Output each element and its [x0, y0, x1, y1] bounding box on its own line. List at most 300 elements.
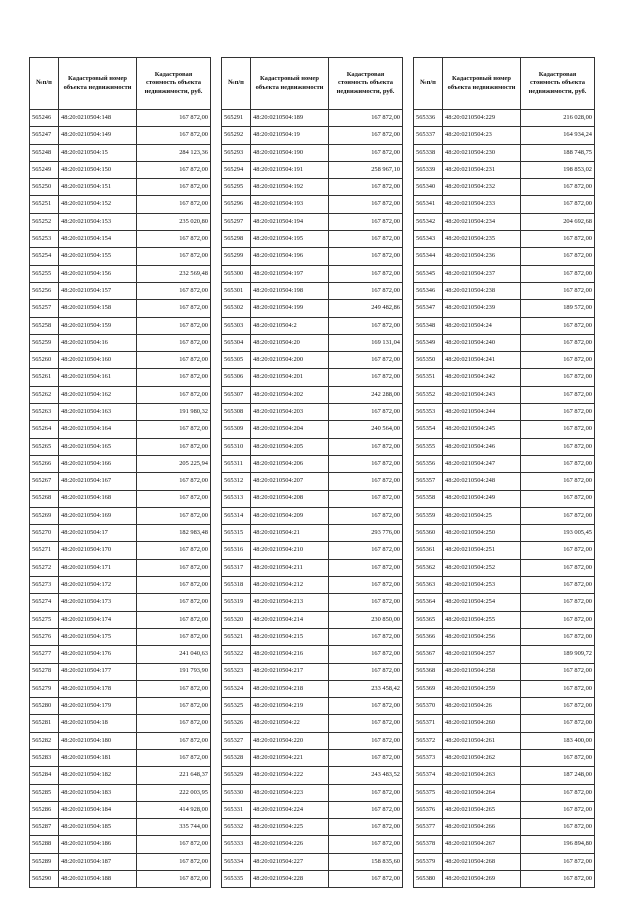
cadastral-value: 167 872,00 — [137, 421, 211, 438]
cadastral-value: 167 872,00 — [329, 196, 403, 213]
cadastral-value: 167 872,00 — [329, 542, 403, 559]
row-number: 565289 — [30, 853, 59, 870]
cadastral-value: 167 872,00 — [137, 438, 211, 455]
row-number: 565285 — [30, 784, 59, 801]
cadastral-number: 48:20:0210504:255 — [443, 611, 521, 628]
cadastral-number: 48:20:0210504:156 — [59, 265, 137, 282]
cadastral-number: 48:20:0210504:166 — [59, 455, 137, 472]
row-number: 565262 — [30, 386, 59, 403]
table-row — [222, 421, 403, 438]
row-number: 565307 — [222, 386, 251, 403]
cadastral-value: 167 872,00 — [521, 473, 595, 490]
cadastral-number: 48:20:0210504:206 — [251, 455, 329, 472]
cadastral-value: 167 872,00 — [521, 248, 595, 265]
row-number: 565274 — [30, 594, 59, 611]
table-row — [222, 317, 403, 334]
row-number: 565341 — [414, 196, 443, 213]
row-number: 565363 — [414, 577, 443, 594]
cadastral-value: 167 872,00 — [329, 663, 403, 680]
table-row — [222, 386, 403, 403]
cadastral-number: 48:20:0210504:239 — [443, 300, 521, 317]
table-row — [414, 386, 595, 403]
table-row — [222, 542, 403, 559]
table-row — [414, 179, 595, 196]
cadastral-value: 167 872,00 — [137, 490, 211, 507]
row-number: 565371 — [414, 715, 443, 732]
cadastral-value: 167 872,00 — [521, 628, 595, 645]
cadastral-number: 48:20:0210504:260 — [443, 715, 521, 732]
table-row — [414, 715, 595, 732]
table-header-row — [222, 58, 403, 110]
cadastral-value: 167 872,00 — [137, 369, 211, 386]
row-number: 565346 — [414, 282, 443, 299]
row-number: 565259 — [30, 334, 59, 351]
cadastral-value: 187 248,00 — [521, 767, 595, 784]
table-row — [222, 784, 403, 801]
cadastral-number: 48:20:0210504:244 — [443, 404, 521, 421]
cadastral-number: 48:20:0210504:236 — [443, 248, 521, 265]
table-row — [30, 196, 211, 213]
cadastral-value: 167 872,00 — [137, 577, 211, 594]
table-row — [222, 369, 403, 386]
cadastral-value: 182 983,48 — [137, 525, 211, 542]
table-row — [30, 161, 211, 178]
cadastral-value: 167 872,00 — [521, 715, 595, 732]
table-row — [222, 455, 403, 472]
table-row — [222, 110, 403, 127]
table-row — [30, 438, 211, 455]
table-row — [30, 110, 211, 127]
header-num: №п/п — [222, 58, 251, 110]
table-row — [222, 628, 403, 645]
cadastral-value: 167 872,00 — [521, 801, 595, 818]
row-number: 565297 — [222, 213, 251, 230]
row-number: 565331 — [222, 801, 251, 818]
cadastral-number: 48:20:0210504:249 — [443, 490, 521, 507]
row-number: 565358 — [414, 490, 443, 507]
cadastral-number: 48:20:0210504:161 — [59, 369, 137, 386]
cadastral-number: 48:20:0210504:219 — [251, 698, 329, 715]
row-number: 565261 — [30, 369, 59, 386]
header-cadastral-value: Кадастровая стоимость объекта недвижимости, руб. — [137, 58, 211, 110]
row-number: 565248 — [30, 144, 59, 161]
table-row — [222, 853, 403, 870]
cadastral-value: 167 872,00 — [137, 231, 211, 248]
table-row — [30, 836, 211, 853]
cadastral-value: 167 872,00 — [137, 507, 211, 524]
cadastral-value: 167 872,00 — [329, 179, 403, 196]
table-row — [414, 161, 595, 178]
cadastral-value: 167 872,00 — [137, 110, 211, 127]
cadastral-number: 48:20:0210504:266 — [443, 819, 521, 836]
row-number: 565303 — [222, 317, 251, 334]
cadastral-number: 48:20:0210504:242 — [443, 369, 521, 386]
cadastral-value: 167 872,00 — [137, 732, 211, 749]
cadastral-number: 48:20:0210504:153 — [59, 213, 137, 230]
cadastral-value: 167 872,00 — [137, 282, 211, 299]
cadastral-number: 48:20:0210504:223 — [251, 784, 329, 801]
cadastral-value: 167 872,00 — [521, 542, 595, 559]
table-row — [414, 144, 595, 161]
cadastral-number: 48:20:0210504:254 — [443, 594, 521, 611]
row-number: 565336 — [414, 110, 443, 127]
table-row — [222, 300, 403, 317]
table-row — [30, 386, 211, 403]
row-number: 565353 — [414, 404, 443, 421]
table-row — [30, 265, 211, 282]
row-number: 565365 — [414, 611, 443, 628]
cadastral-number: 48:20:0210504:216 — [251, 646, 329, 663]
header-cadastral-value: Кадастровая стоимость объекта недвижимости, руб. — [521, 58, 595, 110]
cadastral-value: 167 872,00 — [329, 438, 403, 455]
table-row — [30, 628, 211, 645]
row-number: 565332 — [222, 819, 251, 836]
header-cadastral-number: Кадастровый номер объекта недвижимости — [59, 58, 137, 110]
cadastral-table-3 — [413, 57, 595, 888]
cadastral-number: 48:20:0210504:151 — [59, 179, 137, 196]
table-row — [414, 853, 595, 870]
cadastral-number: 48:20:0210504:193 — [251, 196, 329, 213]
cadastral-value: 167 872,00 — [137, 594, 211, 611]
table-row — [222, 248, 403, 265]
cadastral-value: 167 872,00 — [329, 646, 403, 663]
cadastral-number: 48:20:0210504:173 — [59, 594, 137, 611]
header-num: №п/п — [414, 58, 443, 110]
table-row — [414, 404, 595, 421]
row-number: 565292 — [222, 127, 251, 144]
cadastral-value: 167 872,00 — [521, 421, 595, 438]
cadastral-value: 167 872,00 — [521, 386, 595, 403]
cadastral-value: 167 872,00 — [521, 663, 595, 680]
table-row — [222, 490, 403, 507]
cadastral-value: 167 872,00 — [329, 836, 403, 853]
row-number: 565305 — [222, 352, 251, 369]
cadastral-value: 167 872,00 — [329, 317, 403, 334]
cadastral-value: 167 872,00 — [329, 594, 403, 611]
table-row — [30, 507, 211, 524]
cadastral-value: 167 872,00 — [329, 248, 403, 265]
table-row — [414, 473, 595, 490]
row-number: 565288 — [30, 836, 59, 853]
cadastral-number: 48:20:0210504:22 — [251, 715, 329, 732]
cadastral-value: 167 872,00 — [521, 507, 595, 524]
row-number: 565370 — [414, 698, 443, 715]
row-number: 565279 — [30, 680, 59, 697]
cadastral-value: 167 872,00 — [137, 628, 211, 645]
table-row — [414, 369, 595, 386]
table-row — [30, 819, 211, 836]
row-number: 565373 — [414, 749, 443, 766]
row-number: 565338 — [414, 144, 443, 161]
row-number: 565312 — [222, 473, 251, 490]
cadastral-value: 167 872,00 — [137, 300, 211, 317]
row-number: 565300 — [222, 265, 251, 282]
row-number: 565366 — [414, 628, 443, 645]
table-row — [30, 213, 211, 230]
table-row — [30, 404, 211, 421]
table-row — [30, 455, 211, 472]
table-row — [414, 749, 595, 766]
cadastral-number: 48:20:0210504:160 — [59, 352, 137, 369]
cadastral-value: 167 872,00 — [521, 265, 595, 282]
table-row — [30, 334, 211, 351]
table-row — [414, 127, 595, 144]
cadastral-value: 167 872,00 — [329, 577, 403, 594]
row-number: 565315 — [222, 525, 251, 542]
table-row — [414, 594, 595, 611]
table-row — [414, 525, 595, 542]
table-row — [222, 196, 403, 213]
cadastral-number: 48:20:0210504:165 — [59, 438, 137, 455]
cadastral-number: 48:20:0210504:162 — [59, 386, 137, 403]
table-row — [222, 265, 403, 282]
cadastral-number: 48:20:0210504:167 — [59, 473, 137, 490]
row-number: 565265 — [30, 438, 59, 455]
cadastral-value: 167 872,00 — [329, 213, 403, 230]
row-number: 565271 — [30, 542, 59, 559]
cadastral-value: 258 967,10 — [329, 161, 403, 178]
row-number: 565276 — [30, 628, 59, 645]
row-number: 565268 — [30, 490, 59, 507]
row-number: 565267 — [30, 473, 59, 490]
table-row — [30, 732, 211, 749]
cadastral-value: 167 872,00 — [137, 680, 211, 697]
cadastral-number: 48:20:0210504:224 — [251, 801, 329, 818]
cadastral-value: 167 872,00 — [521, 369, 595, 386]
table-row — [30, 300, 211, 317]
cadastral-number: 48:20:0210504:202 — [251, 386, 329, 403]
cadastral-number: 48:20:0210504:15 — [59, 144, 137, 161]
table-row — [222, 749, 403, 766]
header-cadastral-number: Кадастровый номер объекта недвижимости — [251, 58, 329, 110]
row-number: 565372 — [414, 732, 443, 749]
table-row — [30, 784, 211, 801]
cadastral-number: 48:20:0210504:196 — [251, 248, 329, 265]
row-number: 565362 — [414, 559, 443, 576]
table-row — [222, 611, 403, 628]
cadastral-value: 243 483,52 — [329, 767, 403, 784]
table-row — [414, 438, 595, 455]
cadastral-table-2 — [221, 57, 403, 888]
row-number: 565361 — [414, 542, 443, 559]
table-row — [414, 663, 595, 680]
row-number: 565269 — [30, 507, 59, 524]
table-row — [414, 698, 595, 715]
cadastral-value: 205 225,94 — [137, 455, 211, 472]
row-number: 565337 — [414, 127, 443, 144]
cadastral-number: 48:20:0210504:174 — [59, 611, 137, 628]
row-number: 565323 — [222, 663, 251, 680]
row-number: 565355 — [414, 438, 443, 455]
row-number: 565304 — [222, 334, 251, 351]
cadastral-number: 48:20:0210504:207 — [251, 473, 329, 490]
cadastral-value: 167 872,00 — [329, 698, 403, 715]
cadastral-value: 188 748,75 — [521, 144, 595, 161]
cadastral-value: 167 872,00 — [329, 819, 403, 836]
row-number: 565275 — [30, 611, 59, 628]
cadastral-number: 48:20:0210504:197 — [251, 265, 329, 282]
header-cadastral-value: Кадастровая стоимость объекта недвижимости, руб. — [329, 58, 403, 110]
row-number: 565270 — [30, 525, 59, 542]
cadastral-number: 48:20:0210504:25 — [443, 507, 521, 524]
table-row — [222, 127, 403, 144]
cadastral-number: 48:20:0210504:251 — [443, 542, 521, 559]
cadastral-value: 167 872,00 — [521, 680, 595, 697]
row-number: 565258 — [30, 317, 59, 334]
cadastral-value: 221 648,37 — [137, 767, 211, 784]
cadastral-value: 167 872,00 — [521, 784, 595, 801]
row-number: 565374 — [414, 767, 443, 784]
cadastral-number: 48:20:0210504:228 — [251, 871, 329, 888]
cadastral-number: 48:20:0210504:235 — [443, 231, 521, 248]
row-number: 565322 — [222, 646, 251, 663]
cadastral-number: 48:20:0210504:189 — [251, 110, 329, 127]
cadastral-number: 48:20:0210504:186 — [59, 836, 137, 853]
row-number: 565256 — [30, 282, 59, 299]
row-number: 565349 — [414, 334, 443, 351]
cadastral-value: 167 872,00 — [329, 871, 403, 888]
cadastral-value: 167 872,00 — [137, 473, 211, 490]
cadastral-number: 48:20:0210504:194 — [251, 213, 329, 230]
row-number: 565287 — [30, 819, 59, 836]
table-row — [414, 680, 595, 697]
table-row — [222, 646, 403, 663]
cadastral-number: 48:20:0210504:230 — [443, 144, 521, 161]
cadastral-number: 48:20:0210504:211 — [251, 559, 329, 576]
cadastral-value: 167 872,00 — [329, 369, 403, 386]
cadastral-number: 48:20:0210504:176 — [59, 646, 137, 663]
table-row — [222, 732, 403, 749]
table-row — [414, 836, 595, 853]
table-row — [222, 819, 403, 836]
table-row — [30, 369, 211, 386]
cadastral-number: 48:20:0210504:205 — [251, 438, 329, 455]
table-row — [30, 317, 211, 334]
cadastral-number: 48:20:0210504:222 — [251, 767, 329, 784]
row-number: 565328 — [222, 749, 251, 766]
table-row — [30, 715, 211, 732]
cadastral-value: 167 872,00 — [329, 801, 403, 818]
cadastral-number: 48:20:0210504:188 — [59, 871, 137, 888]
cadastral-number: 48:20:0210504:261 — [443, 732, 521, 749]
cadastral-number: 48:20:0210504:17 — [59, 525, 137, 542]
cadastral-number: 48:20:0210504:181 — [59, 749, 137, 766]
table-row — [414, 819, 595, 836]
cadastral-number: 48:20:0210504:232 — [443, 179, 521, 196]
table-row — [30, 473, 211, 490]
row-number: 565278 — [30, 663, 59, 680]
cadastral-number: 48:20:0210504:248 — [443, 473, 521, 490]
table-row — [30, 767, 211, 784]
table-row — [414, 248, 595, 265]
row-number: 565343 — [414, 231, 443, 248]
table-row — [414, 559, 595, 576]
row-number: 565377 — [414, 819, 443, 836]
cadastral-number: 48:20:0210504:191 — [251, 161, 329, 178]
row-number: 565308 — [222, 404, 251, 421]
table-header-row — [414, 58, 595, 110]
cadastral-number: 48:20:0210504:259 — [443, 680, 521, 697]
cadastral-number: 48:20:0210504:19 — [251, 127, 329, 144]
table-row — [30, 248, 211, 265]
table-row — [222, 577, 403, 594]
cadastral-number: 48:20:0210504:168 — [59, 490, 137, 507]
cadastral-number: 48:20:0210504:26 — [443, 698, 521, 715]
cadastral-number: 48:20:0210504:158 — [59, 300, 137, 317]
cadastral-value: 193 005,45 — [521, 525, 595, 542]
table-row — [414, 265, 595, 282]
cadastral-number: 48:20:0210504:203 — [251, 404, 329, 421]
cadastral-number: 48:20:0210504:253 — [443, 577, 521, 594]
cadastral-value: 167 872,00 — [137, 248, 211, 265]
cadastral-number: 48:20:0210504:157 — [59, 282, 137, 299]
row-number: 565306 — [222, 369, 251, 386]
row-number: 565293 — [222, 144, 251, 161]
row-number: 565299 — [222, 248, 251, 265]
row-number: 565376 — [414, 801, 443, 818]
cadastral-value: 198 853,02 — [521, 161, 595, 178]
cadastral-value: 232 569,48 — [137, 265, 211, 282]
table-row — [222, 404, 403, 421]
cadastral-number: 48:20:0210504:195 — [251, 231, 329, 248]
row-number: 565296 — [222, 196, 251, 213]
row-number: 565255 — [30, 265, 59, 282]
cadastral-value: 167 872,00 — [137, 853, 211, 870]
cadastral-value: 241 040,63 — [137, 646, 211, 663]
table-row — [222, 213, 403, 230]
cadastral-number: 48:20:0210504:155 — [59, 248, 137, 265]
cadastral-number: 48:20:0210504:187 — [59, 853, 137, 870]
cadastral-number: 48:20:0210504:20 — [251, 334, 329, 351]
table-row — [30, 559, 211, 576]
table-row — [414, 455, 595, 472]
table-row — [30, 611, 211, 628]
table-row — [222, 282, 403, 299]
cadastral-number: 48:20:0210504:2 — [251, 317, 329, 334]
row-number: 565339 — [414, 161, 443, 178]
cadastral-value: 167 872,00 — [329, 144, 403, 161]
cadastral-number: 48:20:0210504:269 — [443, 871, 521, 888]
row-number: 565354 — [414, 421, 443, 438]
cadastral-number: 48:20:0210504:217 — [251, 663, 329, 680]
cadastral-value: 167 872,00 — [521, 231, 595, 248]
cadastral-value: 167 872,00 — [521, 871, 595, 888]
row-number: 565277 — [30, 646, 59, 663]
cadastral-number: 48:20:0210504:225 — [251, 819, 329, 836]
cadastral-value: 183 400,00 — [521, 732, 595, 749]
table-row — [222, 438, 403, 455]
cadastral-value: 167 872,00 — [521, 559, 595, 576]
row-number: 565254 — [30, 248, 59, 265]
cadastral-number: 48:20:0210504:192 — [251, 179, 329, 196]
row-number: 565342 — [414, 213, 443, 230]
row-number: 565347 — [414, 300, 443, 317]
cadastral-value: 284 123,36 — [137, 144, 211, 161]
row-number: 565250 — [30, 179, 59, 196]
table-row — [222, 663, 403, 680]
cadastral-value: 167 872,00 — [329, 265, 403, 282]
cadastral-number: 48:20:0210504:252 — [443, 559, 521, 576]
table-row — [414, 628, 595, 645]
row-number: 565326 — [222, 715, 251, 732]
table-row — [414, 784, 595, 801]
table-row — [222, 836, 403, 853]
cadastral-number: 48:20:0210504:231 — [443, 161, 521, 178]
table-row — [222, 334, 403, 351]
cadastral-value: 167 872,00 — [137, 715, 211, 732]
cadastral-number: 48:20:0210504:246 — [443, 438, 521, 455]
row-number: 565257 — [30, 300, 59, 317]
